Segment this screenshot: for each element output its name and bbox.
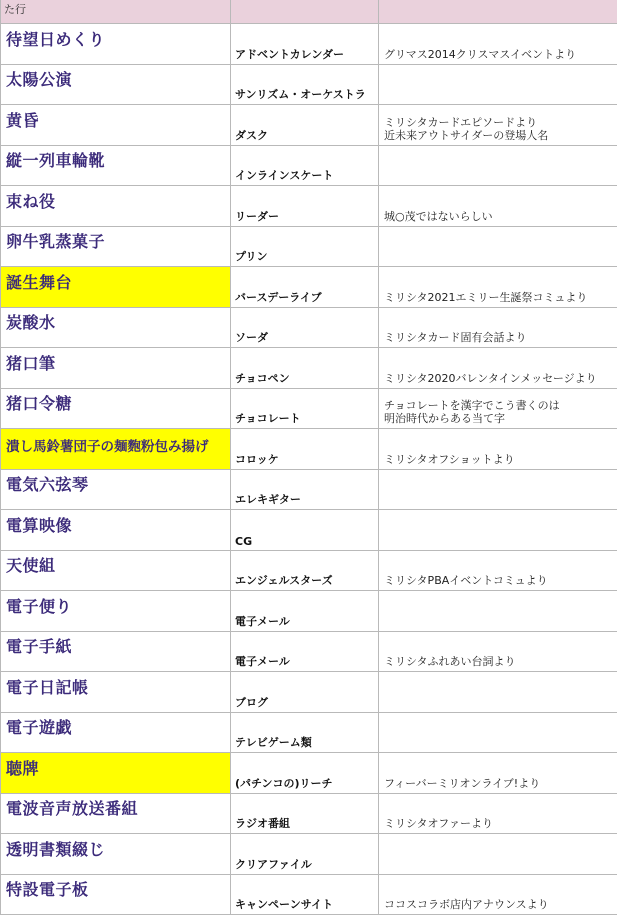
term-cell[interactable] bbox=[1, 875, 231, 914]
reading-cell[interactable] bbox=[231, 632, 379, 671]
reading-text: リーダー bbox=[235, 210, 279, 223]
table-row[interactable] bbox=[0, 510, 617, 551]
note-cell[interactable] bbox=[379, 753, 618, 793]
term-cell[interactable] bbox=[1, 794, 231, 833]
reading-cell[interactable] bbox=[231, 713, 379, 752]
reading-cell[interactable] bbox=[231, 389, 379, 428]
table-row[interactable] bbox=[0, 267, 617, 308]
table-row[interactable] bbox=[0, 65, 617, 105]
reading-text: クリアファイル bbox=[235, 858, 312, 871]
reading-cell[interactable] bbox=[231, 267, 379, 307]
table-row[interactable] bbox=[0, 551, 617, 591]
reading-cell[interactable] bbox=[231, 875, 379, 914]
note-cell[interactable] bbox=[379, 510, 618, 550]
note-text: ミリシタオフショットより bbox=[384, 453, 515, 466]
reading-text: キャンペーンサイト bbox=[235, 898, 334, 911]
note-cell[interactable] bbox=[379, 875, 618, 914]
table-row[interactable] bbox=[0, 227, 617, 267]
table-row[interactable] bbox=[0, 24, 617, 65]
note-text: ミリシタカード固有会話より bbox=[384, 331, 527, 344]
note-cell[interactable] bbox=[379, 794, 618, 833]
term-cell[interactable] bbox=[1, 713, 231, 752]
term-cell[interactable] bbox=[1, 551, 231, 590]
reading-text: ダスク bbox=[235, 129, 268, 142]
term-text: 猪口令糖 bbox=[6, 394, 73, 413]
reading-text: エンジェルスターズ bbox=[235, 574, 333, 587]
term-text: 天使組 bbox=[6, 556, 56, 575]
note-cell[interactable] bbox=[379, 348, 618, 388]
reading-text: 電子メール bbox=[235, 655, 290, 668]
note-cell[interactable] bbox=[379, 308, 618, 347]
term-cell[interactable] bbox=[1, 65, 231, 104]
term-text: 卵牛乳蒸菓子 bbox=[6, 232, 106, 251]
term-cell[interactable] bbox=[1, 186, 231, 226]
term-text: 電子日記帳 bbox=[6, 678, 89, 697]
term-cell[interactable] bbox=[1, 834, 231, 874]
term-text: 電算映像 bbox=[6, 516, 73, 535]
reading-text: プリン bbox=[235, 250, 268, 263]
header-cell-term[interactable] bbox=[1, 0, 231, 23]
term-cell[interactable] bbox=[1, 24, 231, 64]
table-row[interactable] bbox=[0, 105, 617, 146]
reading-text: 電子メール bbox=[235, 615, 290, 628]
note-text: フィーバーミリオンライブ!より bbox=[384, 777, 541, 790]
note-cell[interactable] bbox=[379, 227, 618, 266]
note-cell[interactable] bbox=[379, 591, 618, 631]
note-text: ミリシタPBAイベントコミュより bbox=[384, 574, 548, 587]
reading-cell[interactable] bbox=[231, 753, 379, 793]
note-cell[interactable] bbox=[379, 632, 618, 671]
reading-cell[interactable] bbox=[231, 510, 379, 550]
note-text: ミリシタオファーより bbox=[384, 817, 494, 830]
reading-cell[interactable] bbox=[231, 551, 379, 590]
reading-text: ソーダ bbox=[235, 331, 268, 344]
table-row[interactable] bbox=[0, 429, 617, 470]
note-cell[interactable] bbox=[379, 146, 618, 185]
term-text: 電子便り bbox=[6, 597, 73, 616]
note-cell[interactable] bbox=[379, 551, 618, 590]
reading-text: インラインスケート bbox=[235, 169, 334, 182]
term-cell[interactable] bbox=[1, 591, 231, 631]
note-cell[interactable] bbox=[379, 65, 618, 104]
term-text: 電気六弦琴 bbox=[6, 475, 89, 494]
term-text: 透明書類綴じ bbox=[6, 840, 106, 859]
reading-text: コロッケ bbox=[235, 453, 279, 466]
reading-cell[interactable] bbox=[231, 591, 379, 631]
reading-cell[interactable] bbox=[231, 429, 379, 469]
table-row[interactable] bbox=[0, 591, 617, 632]
reading-cell[interactable] bbox=[231, 65, 379, 104]
term-cell[interactable] bbox=[1, 267, 231, 307]
term-cell[interactable] bbox=[1, 510, 231, 550]
note-cell[interactable] bbox=[379, 389, 618, 428]
section-header-row[interactable] bbox=[0, 0, 617, 24]
reading-cell[interactable] bbox=[231, 308, 379, 347]
table-row[interactable] bbox=[0, 794, 617, 834]
note-text: ココスコラボ店内アナウンスより bbox=[384, 898, 549, 911]
term-cell[interactable] bbox=[1, 146, 231, 185]
section-label: た行 bbox=[4, 3, 26, 16]
term-cell[interactable] bbox=[1, 753, 231, 793]
note-cell[interactable] bbox=[379, 186, 618, 226]
term-cell[interactable] bbox=[1, 632, 231, 671]
term-text: 電子手紙 bbox=[6, 637, 73, 656]
reading-cell[interactable] bbox=[231, 834, 379, 874]
reading-text: チョコペン bbox=[235, 372, 290, 385]
reading-text: バースデーライブ bbox=[235, 291, 322, 304]
reading-cell[interactable] bbox=[231, 794, 379, 833]
term-text: 潰し馬鈴薯団子の麺麭粉包み揚げ bbox=[6, 439, 209, 455]
note-cell[interactable] bbox=[379, 267, 618, 307]
table-row[interactable] bbox=[0, 308, 617, 348]
term-text: 束ね役 bbox=[6, 192, 56, 211]
note-cell[interactable] bbox=[379, 672, 618, 712]
table-row[interactable] bbox=[0, 875, 617, 915]
note-cell[interactable] bbox=[379, 713, 618, 752]
term-cell[interactable] bbox=[1, 429, 231, 469]
term-text: 誕生舞台 bbox=[6, 273, 73, 292]
reading-text: ラジオ番組 bbox=[235, 817, 290, 830]
reading-cell[interactable] bbox=[231, 146, 379, 185]
reading-cell[interactable] bbox=[231, 227, 379, 266]
table-row[interactable] bbox=[0, 632, 617, 672]
term-text: 炭酸水 bbox=[6, 313, 56, 332]
table-row[interactable] bbox=[0, 713, 617, 753]
reading-cell[interactable] bbox=[231, 105, 379, 145]
term-text: 縦一列車輪靴 bbox=[6, 151, 106, 170]
term-text: 待望日めくり bbox=[6, 30, 106, 49]
note-cell[interactable] bbox=[379, 834, 618, 874]
reading-text: テレビゲーム類 bbox=[235, 736, 312, 749]
note-text: ミリシタ2020バレンタインメッセージより bbox=[384, 372, 597, 385]
term-cell[interactable] bbox=[1, 348, 231, 388]
term-cell[interactable] bbox=[1, 105, 231, 145]
table-row[interactable] bbox=[0, 348, 617, 389]
reading-text: エレキギター bbox=[235, 493, 301, 506]
table-row[interactable] bbox=[0, 834, 617, 875]
term-text: 特設電子板 bbox=[6, 880, 89, 899]
reading-text: CG bbox=[235, 535, 253, 548]
table-row[interactable] bbox=[0, 753, 617, 794]
reading-cell[interactable] bbox=[231, 470, 379, 509]
reading-text: アドベントカレンダー bbox=[235, 48, 344, 61]
table-row[interactable] bbox=[0, 672, 617, 713]
note-text: ミリシタふれあい台詞より bbox=[384, 655, 516, 668]
reading-text: サンリズム・オーケストラ bbox=[235, 88, 366, 101]
term-text: 電子遊戯 bbox=[6, 718, 73, 737]
table-row[interactable] bbox=[0, 470, 617, 510]
reading-cell[interactable] bbox=[231, 672, 379, 712]
term-cell[interactable] bbox=[1, 227, 231, 266]
reading-text: (パチンコの)リーチ bbox=[235, 777, 333, 790]
term-text: 猪口筆 bbox=[6, 354, 56, 373]
header-cell-reading[interactable] bbox=[231, 0, 379, 23]
reading-cell[interactable] bbox=[231, 348, 379, 388]
term-text: 聴牌 bbox=[6, 759, 40, 778]
note-cell[interactable] bbox=[379, 24, 618, 64]
table-row[interactable] bbox=[0, 146, 617, 186]
term-text: 電波音声放送番組 bbox=[6, 799, 139, 818]
note-text: 城○茂ではないらしい bbox=[384, 210, 493, 223]
term-cell[interactable] bbox=[1, 470, 231, 509]
note-cell[interactable] bbox=[379, 429, 618, 469]
header-cell-note[interactable] bbox=[379, 0, 618, 23]
note-cell[interactable] bbox=[379, 470, 618, 509]
reading-cell[interactable] bbox=[231, 186, 379, 226]
term-cell[interactable] bbox=[1, 672, 231, 712]
note-text: ミリシタ2021エミリー生誕祭コミュより bbox=[384, 291, 588, 304]
table-row[interactable] bbox=[0, 186, 617, 227]
term-cell[interactable] bbox=[1, 308, 231, 347]
reading-text: チョコレート bbox=[235, 412, 301, 425]
table-row[interactable] bbox=[0, 389, 617, 429]
reading-cell[interactable] bbox=[231, 24, 379, 64]
note-cell[interactable] bbox=[379, 105, 618, 145]
note-text: ミリシタカードエピソードより 近未来アウトサイダーの登場人名 bbox=[384, 116, 549, 142]
note-text: グリマス2014クリスマスイベントより bbox=[384, 48, 577, 61]
reading-text: ブログ bbox=[235, 696, 268, 709]
term-text: 太陽公演 bbox=[6, 70, 73, 89]
term-cell[interactable] bbox=[1, 389, 231, 428]
note-text: チョコレートを漢字でこう書くのは 明治時代からある当て字 bbox=[384, 399, 560, 425]
term-text: 黄昏 bbox=[6, 111, 40, 130]
